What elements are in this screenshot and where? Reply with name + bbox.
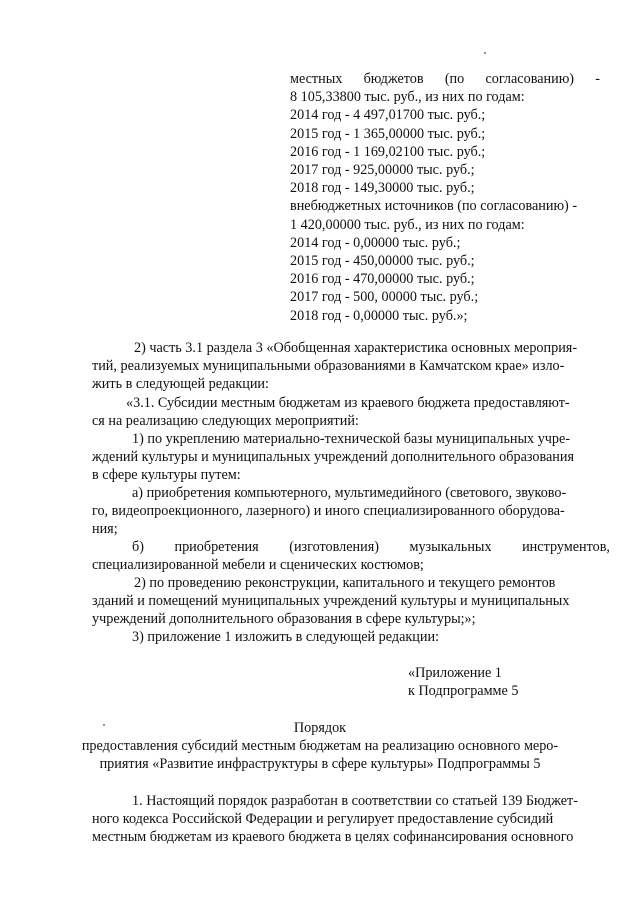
funding-line: 2016 год - 470,00000 тыс. руб.; [290,271,475,288]
body-line: 2) по проведению реконструкции, капитального и текущего ремонтов [134,575,556,591]
word: бюджетов [363,71,424,87]
body-line: а) приобретения компьютерного, мультимедийного (светового, звуково- [132,485,567,501]
body-line: зданий и помещений муниципальных учреждений культуры и муниципальных [92,593,570,609]
word: музыкальных [409,539,492,555]
funding-line: 2018 год - 0,00000 тыс. руб.»; [290,307,468,324]
funding-line: 2017 год - 500, 00000 тыс. руб.; [290,289,479,306]
word: согласованию) [485,71,575,87]
funding-line: 2016 год - 1 169,02100 тыс. руб.; [290,143,486,160]
word: местных [290,71,343,87]
body-line: 1. Настоящий порядок разработан в соответствии со статьей 139 Бюджет- [132,793,578,809]
funding-line: 2018 год - 149,30000 тыс. руб.; [290,180,475,197]
funding-block [290,70,600,325]
body-line: ся на реализацию следующих мероприятий: [92,413,359,429]
word: (изготовления) [289,539,379,555]
funding-line: 2015 год - 1 365,00000 тыс. руб.; [290,125,486,142]
funding-line: 2014 год - 4 497,01700 тыс. руб.; [290,107,486,124]
funding-line: 8 105,33800 тыс. руб., из них по годам: [290,89,525,106]
word: приобретения [174,539,259,555]
body-line: 2) часть 3.1 раздела 3 «Обобщенная характеристика основных мероприя- [134,340,578,356]
body-line: жить в следующей редакции: [92,376,269,392]
funding-line: внебюджетных источников (по согласованию) - [290,198,578,215]
word: (по [444,71,465,87]
appendix-label: «Приложение 1 [408,665,502,681]
body-line: 1) по укреплению материально-технической базы муниципальных учре- [132,431,571,447]
body-line: 3) приложение 1 изложить в следующей редакции: [132,629,440,645]
body-line-justified [132,538,610,556]
body-line: «3.1. Субсидии местным бюджетам из краевого бюджета предоставляют- [126,395,570,411]
scan-speck [484,52,486,54]
body-line: го, видеопроекционного, лазерного) и иного специализированного оборудова- [92,503,565,519]
body-line: местным бюджетам из краевого бюджета в целях софинансирования основного [92,829,574,845]
funding-line-justified [290,70,600,88]
funding-line: 2015 год - 450,00000 тыс. руб.; [290,253,475,270]
word: б) [132,539,144,555]
word: инструментов, [522,539,610,555]
body-line: тий, реализуемых муниципальными образованиями в Камчатском крае» изло- [92,358,565,374]
funding-line: 2017 год - 925,00000 тыс. руб.; [290,162,475,179]
section-subtitle: приятия «Развитие инфраструктуры в сфере культуры» Подпрограммы 5 [99,756,541,772]
word: - [595,71,600,87]
body-line: учреждений дополнительного образования в сфере культуры;»; [92,611,476,627]
body-line: ния; [92,521,118,537]
section-subtitle: предоставления субсидий местным бюджетам на реализацию основного меро- [81,738,559,754]
body-line: в сфере культуры путем: [92,467,241,483]
body-line: специализированной мебели и сценических костюмов; [92,557,424,573]
body-line: ждений культуры и муниципальных учреждений дополнительного образования [92,449,575,465]
section-title: Порядок [293,720,347,736]
appendix-subprogram: к Подпрограмме 5 [408,683,519,699]
body-line: ного кодекса Российской Федерации и регулирует предоставление субсидий [92,811,554,827]
funding-line: 1 420,00000 тыс. руб., из них по годам: [290,216,525,233]
funding-line: 2014 год - 0,00000 тыс. руб.; [290,234,461,251]
